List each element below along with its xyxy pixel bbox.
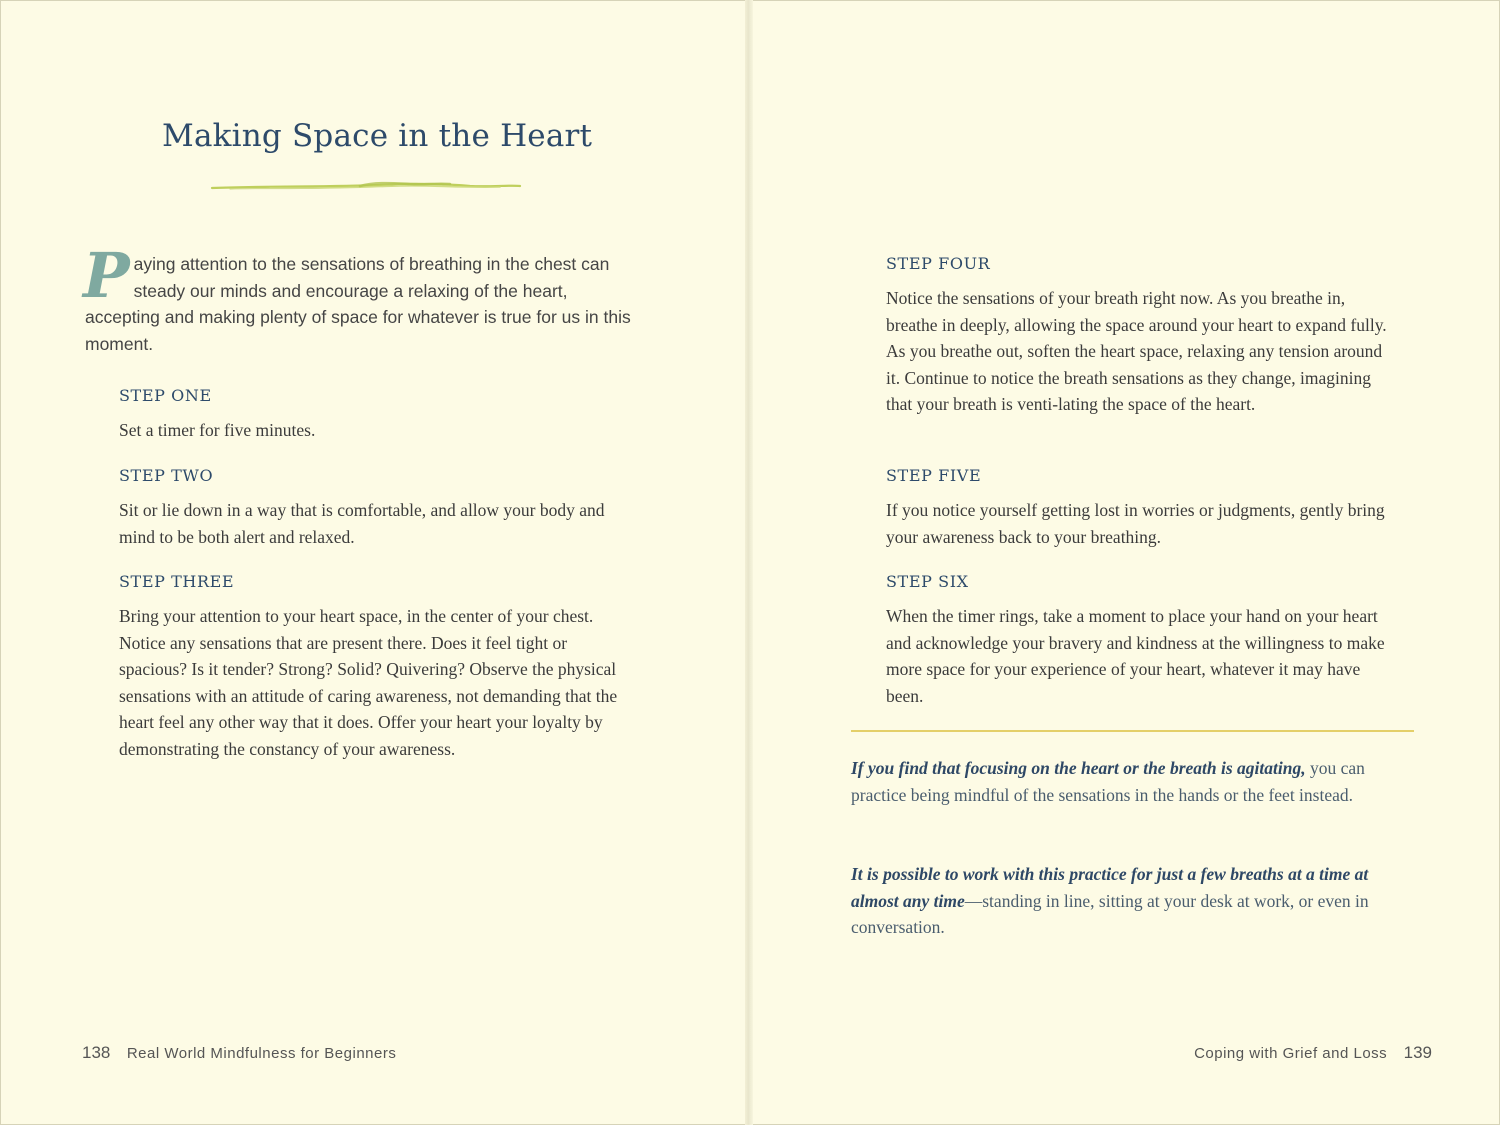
tip-note (851, 755, 1371, 808)
tip-text: —standing in line, sitting at your desk at work, or even in conversation. (851, 890, 1369, 937)
page-number: 138 (82, 1043, 111, 1062)
step-body: If you notice yourself getting lost in worries or judgments, gently bring your awareness back to your breathing. (886, 500, 1385, 547)
brush-stroke-divider (210, 178, 522, 194)
intro-text: aying attention to the sensations of breathing in the chest can steady our minds and encourage a relaxing of the heart, accepting and making plenty of space for whatever is true for us in this moment. (85, 254, 631, 354)
step-five (886, 465, 1386, 550)
step-heading: STEP SIX (886, 572, 969, 591)
tip-emphasis: It is possible to work with this practice for just a few breaths at a time at almost any time (851, 864, 1369, 911)
tip-text: you can practice being mindful of the sensations in the hands or the feet instead. (851, 758, 1365, 805)
intro-paragraph (83, 239, 645, 357)
step-body: Notice the sensations of your breath right now. As you breathe in, breathe in deeply, allowing the space around your heart to expand fully. As you breathe out, soften the heart space, relaxing any tension around it. Continue to notice the breath sensations as they change, imagining that your breath is venti-lating the space of the heart. (886, 288, 1387, 414)
step-four (886, 253, 1396, 418)
drop-cap: P (83, 239, 130, 312)
step-heading: STEP ONE (119, 386, 212, 405)
left-footer (82, 1043, 396, 1063)
page-title: Making Space in the Heart (162, 118, 593, 154)
step-body: When the timer rings, take a moment to place your hand on your heart and acknowledge your bravery and kindness at the willingness to make more space for your experience of your heart, whatever it may have been. (886, 606, 1385, 706)
tip-note (851, 861, 1371, 941)
running-head: Coping with Grief and Loss (1194, 1045, 1388, 1062)
right-page (751, 0, 1500, 1125)
step-three (119, 571, 619, 762)
step-heading: STEP TWO (119, 466, 214, 485)
page-number: 139 (1403, 1043, 1432, 1062)
step-six (886, 571, 1386, 709)
step-two (119, 465, 609, 550)
step-heading: STEP FOUR (886, 254, 991, 273)
right-footer (1194, 1043, 1432, 1063)
tip-emphasis: If you find that focusing on the heart or the breath is agitating, (851, 758, 1306, 778)
step-heading: STEP THREE (119, 572, 235, 591)
step-body: Sit or lie down in a way that is comfortable, and allow your body and mind to be both alert and relaxed. (119, 500, 605, 547)
step-one (119, 385, 639, 444)
step-body: Set a timer for five minutes. (119, 420, 316, 440)
running-head: Real World Mindfulness for Beginners (126, 1045, 397, 1062)
step-body: Bring your attention to your heart space, in the center of your chest. Notice any sensations that are present there. Does it feel tight or spacious? Is it tender? Strong? Solid? Quivering? Observe the physical sensations with an attitude of caring awareness, not demanding that the heart feel any other way that it does. Offer your heart your loyalty by demonstrating the constancy of your awareness. (119, 606, 618, 759)
left-page (0, 0, 747, 1125)
divider-rule (851, 730, 1414, 732)
step-heading: STEP FIVE (886, 466, 982, 485)
book-gutter (745, 0, 753, 1125)
